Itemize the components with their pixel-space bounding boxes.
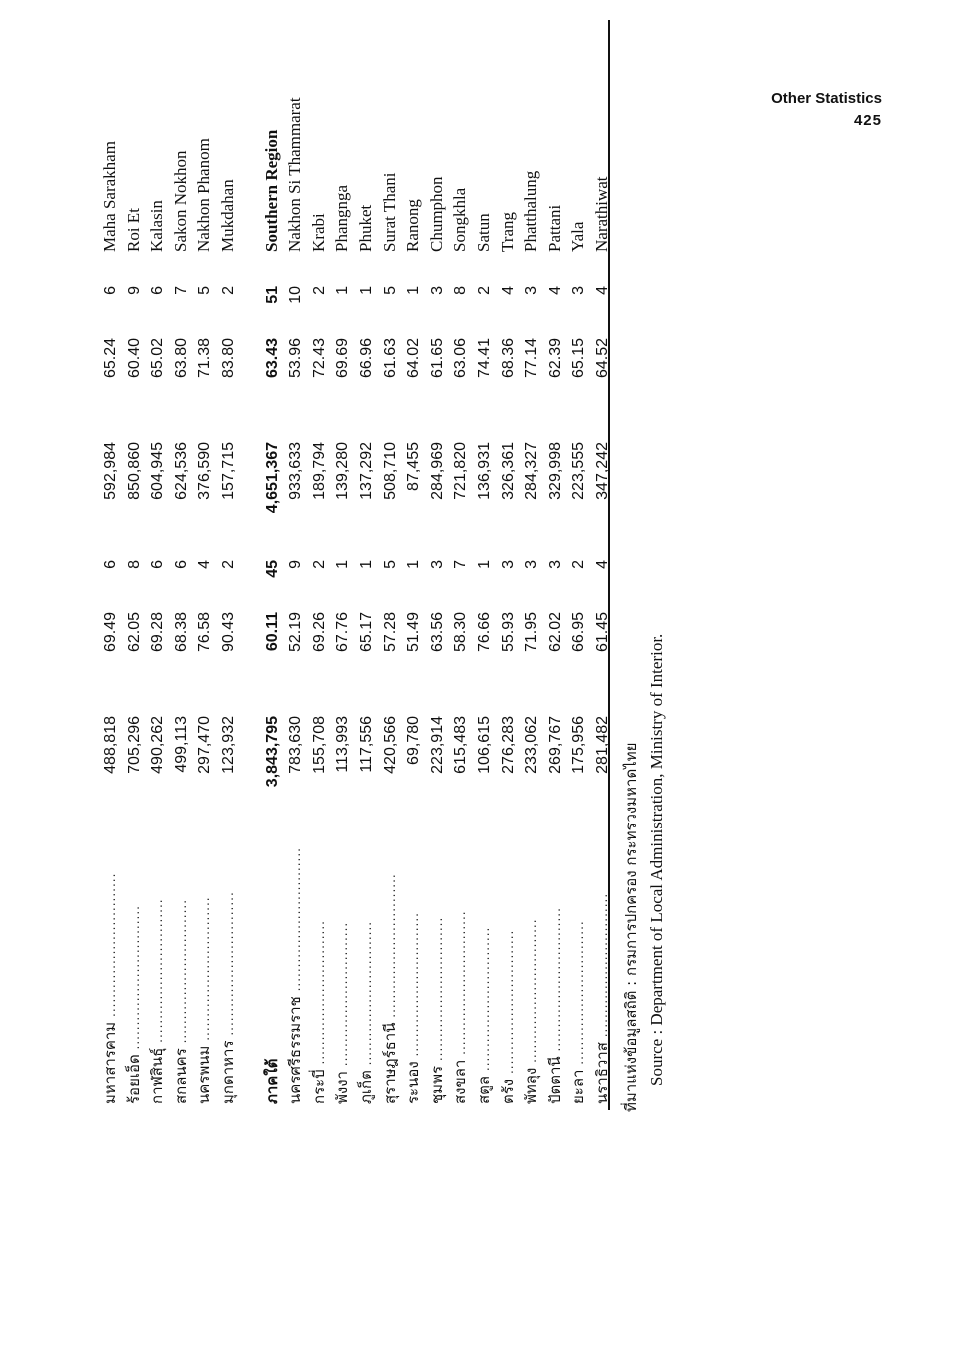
province-thai <box>543 836 567 1104</box>
province-thai-label: มหาสารคาม <box>101 1021 119 1104</box>
value-c6: 8 <box>452 286 470 295</box>
value-c2: 51.49 <box>405 612 423 653</box>
value-c1: 705,296 <box>125 716 143 774</box>
value-c3: 2 <box>310 560 328 569</box>
province-thai-label: ภาคใต้ <box>262 1058 281 1104</box>
value-c2: 60.11 <box>263 612 281 652</box>
province-thai <box>472 836 496 1104</box>
value-c3: 4 <box>593 560 611 569</box>
value-c5: 65.15 <box>570 338 588 379</box>
province-english: Sakon Nokhon <box>170 150 190 252</box>
value-c5: 69.69 <box>334 338 352 379</box>
value-c1: 269,767 <box>546 716 564 774</box>
leader-dots: .............................. <box>383 873 398 1023</box>
value-c6: 5 <box>381 286 399 295</box>
value-c5: 61.65 <box>428 338 446 379</box>
value-c3: 1 <box>475 560 493 569</box>
source-note-english: Source : Department of Local Administration, Ministry of Interior. <box>647 633 666 1086</box>
value-c3: 3 <box>499 560 517 569</box>
value-c5: 83.80 <box>219 338 237 379</box>
province-thai-label: กระบี่ <box>309 1069 328 1104</box>
value-c5: 60.40 <box>125 338 143 379</box>
province-thai <box>448 836 472 1104</box>
province-english: Surat Thani <box>379 172 399 252</box>
value-c4: 157,715 <box>219 442 237 500</box>
value-c4: 933,633 <box>287 442 305 500</box>
province-thai-label: สุราษฎร์ธานี <box>380 1022 399 1104</box>
table-row <box>98 54 122 1104</box>
province-english: Narathiwat <box>591 176 611 252</box>
leader-dots: .............................. <box>525 918 540 1068</box>
value-c5: 65.24 <box>102 338 119 379</box>
province-thai <box>378 836 402 1104</box>
value-c6: 1 <box>405 286 423 295</box>
leader-dots: .............................. <box>501 929 516 1079</box>
value-c3: 45 <box>263 560 281 578</box>
value-c6: 1 <box>357 286 375 295</box>
value-c5: 63.80 <box>172 338 190 379</box>
province-thai-label: ระนอง <box>404 1061 423 1104</box>
province-thai <box>566 836 590 1104</box>
value-c3: 1 <box>405 560 423 569</box>
value-c4: 284,969 <box>428 442 446 500</box>
table-row <box>425 54 449 1104</box>
table-row <box>145 54 169 1104</box>
province-english: Pattani <box>544 204 564 252</box>
value-c2: 62.05 <box>125 612 143 653</box>
table-row <box>330 54 354 1104</box>
value-c1: 155,708 <box>310 716 328 774</box>
table-row <box>401 54 425 1104</box>
province-thai-label: สกลนคร <box>171 1048 190 1104</box>
leader-dots: .............................. <box>198 896 213 1046</box>
value-c6: 2 <box>219 286 237 295</box>
province-thai <box>496 836 520 1104</box>
value-c2: 52.19 <box>287 612 305 653</box>
province-thai-label: นครศรีธรรมราช <box>286 996 305 1104</box>
value-c4: 223,555 <box>570 442 588 500</box>
value-c6: 4 <box>499 286 517 295</box>
value-c1: 420,566 <box>381 716 399 774</box>
value-c3: 6 <box>102 560 119 569</box>
leader-dots: .............................. <box>151 898 166 1048</box>
province-english: Mukdahan <box>217 179 237 252</box>
table-row <box>496 54 520 1104</box>
value-c3: 5 <box>381 560 399 569</box>
value-c2: 55.93 <box>499 612 517 653</box>
province-thai-label: ยะลา <box>569 1069 588 1104</box>
province-thai-label: นราธิวาส <box>592 1042 611 1104</box>
value-c1: 123,932 <box>219 716 237 774</box>
province-thai <box>283 836 307 1104</box>
leader-dots: .............................. <box>548 907 563 1057</box>
value-c3: 7 <box>452 560 470 569</box>
province-english: Nakhon Si Thammarat <box>285 97 305 252</box>
leader-dots: .............................. <box>572 920 587 1070</box>
value-c2: 57.28 <box>381 612 399 653</box>
value-c5: 72.43 <box>310 338 328 379</box>
province-thai <box>401 836 425 1104</box>
province-english: Songkhla <box>450 187 470 252</box>
province-thai <box>98 836 122 1104</box>
table-row <box>519 54 543 1104</box>
value-c3: 1 <box>357 560 375 569</box>
leader-dots: .............................. <box>595 892 610 1043</box>
province-thai <box>519 836 543 1104</box>
source-note-thai: ที่มาแห่งข้อมูลสถิติ : กรมการปกครอง กระทรวงมหาดไทย <box>622 742 640 1112</box>
value-c2: 69.26 <box>310 612 328 653</box>
value-c4: 284,327 <box>523 442 541 500</box>
table-row <box>216 54 240 1104</box>
value-c6: 3 <box>428 286 446 295</box>
value-c4: 624,536 <box>172 442 190 500</box>
province-thai-label: ปัตตานี <box>545 1056 564 1104</box>
table-row <box>378 54 402 1104</box>
table-row <box>169 54 193 1104</box>
value-c5: 66.96 <box>357 338 375 379</box>
value-c4: 376,590 <box>196 442 214 500</box>
table-row <box>307 54 331 1104</box>
value-c6: 3 <box>523 286 541 295</box>
province-english: Phatthalung <box>521 170 541 252</box>
value-c1: 117,556 <box>357 716 375 773</box>
value-c3: 6 <box>149 560 167 569</box>
value-c5: 61.63 <box>381 338 399 379</box>
value-c2: 90.43 <box>219 612 237 653</box>
value-c4: 721,820 <box>452 442 470 500</box>
province-english: Satun <box>473 213 493 252</box>
value-c6: 2 <box>475 286 493 295</box>
province-thai-label: ตรัง <box>498 1078 517 1104</box>
value-c4: 850,860 <box>125 442 143 500</box>
province-thai <box>169 836 193 1104</box>
province-thai <box>216 836 240 1104</box>
province-thai-label: กาฬสินธุ์ <box>148 1047 167 1104</box>
value-c2: 67.76 <box>334 612 352 653</box>
province-english: Trang <box>497 212 517 252</box>
value-c4: 4,651,367 <box>263 442 281 514</box>
province-thai-label: พังงา <box>333 1071 352 1104</box>
value-c3: 3 <box>546 560 564 569</box>
value-c3: 6 <box>172 560 190 569</box>
province-thai-label: สตูล <box>474 1075 493 1104</box>
value-c3: 4 <box>196 560 214 569</box>
leader-dots: .............................. <box>312 920 327 1070</box>
value-c5: 64.02 <box>405 338 423 379</box>
table-row <box>543 54 567 1104</box>
table-row <box>192 54 216 1104</box>
value-c3: 2 <box>219 560 237 569</box>
value-c4: 136,931 <box>475 442 493 500</box>
value-c5: 77.14 <box>523 338 541 379</box>
province-english: Phuket <box>355 204 375 252</box>
leader-dots: .............................. <box>174 898 189 1049</box>
value-c1: 175,956 <box>570 716 588 774</box>
value-c6: 6 <box>102 286 119 295</box>
province-english: Ranong <box>403 199 423 252</box>
value-c6: 7 <box>172 286 190 295</box>
value-c6: 5 <box>196 286 214 295</box>
value-c1: 490,262 <box>149 716 167 774</box>
province-thai <box>590 836 614 1104</box>
value-c2: 66.95 <box>570 612 588 653</box>
province-thai-label: ร้อยเอ็ด <box>124 1054 143 1104</box>
province-english: Roi Et <box>123 208 143 252</box>
table-row <box>122 54 146 1104</box>
value-c2: 62.02 <box>546 612 564 653</box>
province-english: Nakhon Phanom <box>194 138 214 252</box>
leader-dots: .............................. <box>289 847 304 997</box>
value-c4: 139,280 <box>334 442 352 500</box>
province-thai <box>145 836 169 1104</box>
value-c6: 9 <box>125 286 143 295</box>
value-c5: 68.36 <box>499 338 517 379</box>
value-c6: 3 <box>570 286 588 295</box>
province-english: Yala <box>568 221 588 252</box>
province-thai-label: ภูเก็ต <box>356 1070 375 1104</box>
leader-dots: .............................. <box>407 912 422 1062</box>
value-c1: 297,470 <box>196 716 214 774</box>
source-notes <box>618 634 670 1112</box>
value-c6: 51 <box>263 286 281 304</box>
value-c2: 63.56 <box>428 612 446 653</box>
province-english: Phangnga <box>332 184 352 252</box>
value-c4: 347,242 <box>593 442 611 500</box>
value-c6: 4 <box>593 286 611 295</box>
table-row <box>283 54 307 1104</box>
table-row <box>354 54 378 1104</box>
value-c6: 4 <box>546 286 564 295</box>
value-c5: 53.96 <box>287 338 305 379</box>
value-c1: 281,482 <box>593 716 611 774</box>
leader-dots: .............................. <box>127 905 142 1055</box>
value-c5: 74.41 <box>475 338 493 379</box>
province-thai <box>425 836 449 1104</box>
value-c6: 1 <box>334 286 352 295</box>
value-c5: 62.39 <box>546 338 564 379</box>
value-c1: 3,843,795 <box>263 716 281 788</box>
leader-dots: .............................. <box>221 891 236 1041</box>
leader-dots: .............................. <box>336 921 351 1072</box>
value-c5: 64.52 <box>593 338 611 379</box>
province-english: Southern Region <box>261 129 281 252</box>
province-thai-label: ชุมพร <box>427 1065 446 1104</box>
value-c5: 63.06 <box>452 338 470 379</box>
value-c5: 65.02 <box>149 338 167 379</box>
value-c1: 113,993 <box>334 716 352 773</box>
value-c1: 223,914 <box>428 716 446 774</box>
value-c3: 3 <box>428 560 446 569</box>
value-c1: 615,483 <box>452 716 470 774</box>
value-c1: 276,283 <box>499 716 517 774</box>
value-c2: 69.28 <box>149 612 167 653</box>
value-c4: 87,455 <box>405 442 423 491</box>
value-c4: 508,710 <box>381 442 399 500</box>
leader-dots: .............................. <box>477 926 492 1076</box>
value-c1: 106,615 <box>475 716 493 774</box>
value-c3: 9 <box>287 560 305 569</box>
value-c4: 592,984 <box>102 442 119 500</box>
statistics-table <box>98 54 613 1104</box>
value-c6: 10 <box>287 286 305 304</box>
value-c5: 71.38 <box>196 338 214 379</box>
province-english: Maha Sarakham <box>100 141 119 252</box>
value-c1: 783,630 <box>287 716 305 774</box>
value-c1: 233,062 <box>523 716 541 774</box>
value-c2: 61.45 <box>593 612 611 653</box>
province-thai <box>330 836 354 1104</box>
province-thai <box>354 836 378 1104</box>
value-c2: 76.58 <box>196 612 214 653</box>
province-english: Chumphon <box>426 176 446 252</box>
province-thai-label: มุกดาหาร <box>218 1040 237 1104</box>
value-c2: 65.17 <box>357 612 375 653</box>
page-number: 425 <box>853 112 882 129</box>
value-c2: 69.49 <box>102 612 119 653</box>
value-c4: 604,945 <box>149 442 167 500</box>
value-c3: 1 <box>334 560 352 569</box>
province-english: Kalasin <box>147 200 167 252</box>
province-thai-label: นครพนม <box>195 1045 214 1104</box>
value-c1: 499,113 <box>172 716 190 773</box>
province-thai <box>307 836 331 1104</box>
leader-dots: .............................. <box>430 916 445 1066</box>
value-c2: 68.38 <box>172 612 190 653</box>
value-c5: 63.43 <box>263 338 281 379</box>
value-c6: 2 <box>310 286 328 295</box>
leader-dots: .............................. <box>359 920 374 1071</box>
value-c4: 189,794 <box>310 442 328 500</box>
province-thai <box>260 836 284 1104</box>
province-thai-label: พัทลุง <box>522 1067 541 1104</box>
table-row <box>260 54 284 1104</box>
table-row <box>566 54 590 1104</box>
province-english: Krabi <box>308 213 328 252</box>
value-c3: 2 <box>570 560 588 569</box>
value-c2: 76.66 <box>475 612 493 653</box>
leader-dots: .............................. <box>104 872 118 1022</box>
value-c1: 69,780 <box>405 716 423 765</box>
value-c4: 137,292 <box>357 442 375 500</box>
table-row <box>472 54 496 1104</box>
value-c1: 488,818 <box>102 716 119 774</box>
value-c3: 3 <box>523 560 541 569</box>
province-thai <box>122 836 146 1104</box>
value-c3: 8 <box>125 560 143 569</box>
table-row <box>448 54 472 1104</box>
province-thai <box>192 836 216 1104</box>
value-c4: 329,998 <box>546 442 564 500</box>
value-c6: 6 <box>149 286 167 295</box>
leader-dots: .............................. <box>454 910 469 1060</box>
value-c4: 326,361 <box>499 442 517 500</box>
value-c2: 58.30 <box>452 612 470 653</box>
province-thai-label: สงขลา <box>451 1059 470 1104</box>
value-c2: 71.95 <box>523 612 541 653</box>
table-bottom-rule <box>608 20 610 1110</box>
section-title: Other Statistics <box>771 90 882 107</box>
